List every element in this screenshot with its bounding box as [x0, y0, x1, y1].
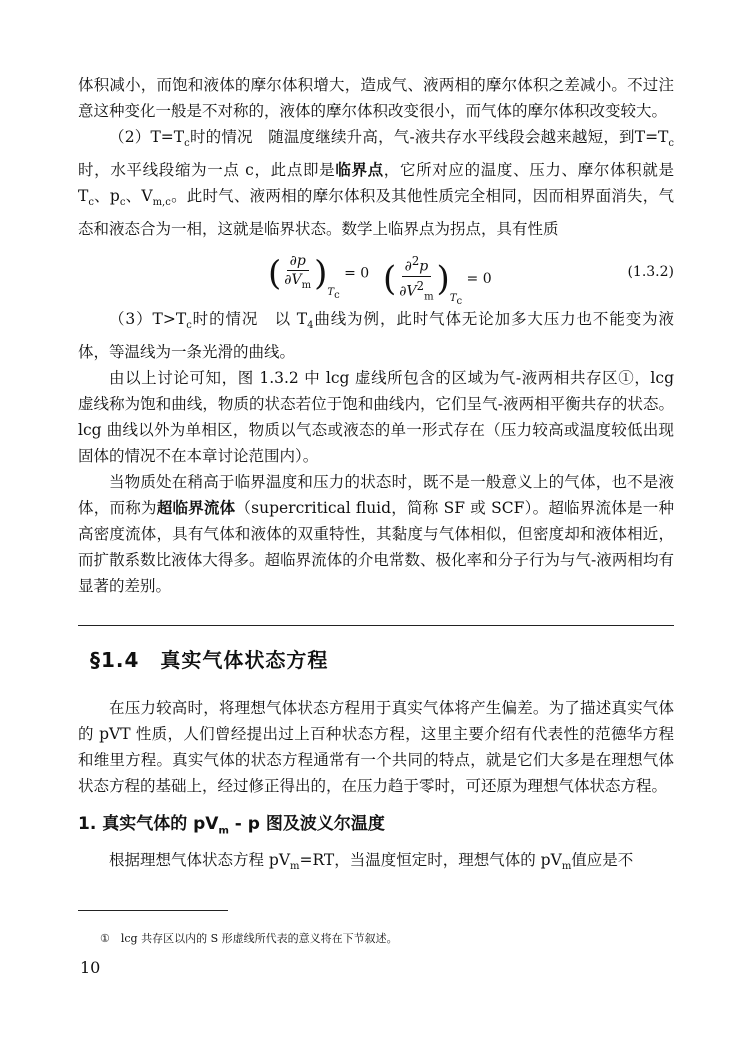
- paragraph-2: $(2)T=T_c$时的情况 随温度继续升高，气-液共存水平线段会越来越短，到$T=T_c$时，水平线段缩为一点 c，此点即是临界点，它所对应的温度、压力、摩尔体积就是 $T_c$、$p_c$、$V_{m,c}$。此时气、液两相的摩尔体积及其他性质完全相同，因而相界面消失，气态和液态合为一相，这就是临界状态。数学上临界点为拐点，具有性质: [78, 128, 675, 239]
- section-divider: [78, 625, 674, 626]
- equation-number: (1.3.2): [627, 264, 674, 281]
- equation-1-3-2: ( $\frac{\partial p}{\partial V_m}$ )$_{T_c} = 0$ ( $\frac{\partial^2p}{\partial V^2_m}$ )$_{T_c} = 0$ (1.3.2): [268, 253, 674, 308]
- page-number: 10: [80, 958, 101, 977]
- paragraph-5: 当物质处在稍高于临界温度和压力的状态时，既不是一般意义上的气体，也不是液体，而称为超临界流体（supercritical fluid，简称 SF 或 SCF）。超临界流体是一种高密度流体，具有气体和液体的双重特性，其黏度与气体相似，但密度却和液体相近，而扩散系数比液体大得多。超临界流体的介电常数、极化率和分子行为与气-液两相均有显著的差别。: [78, 473, 674, 596]
- page-body: [78, 72, 674, 880]
- paragraph-6: 在压力较高时，将理想气体状态方程用于真实气体将产生偏差。为了描述真实气体的 pVT 性质，人们曾经提出过上百种状态方程，这里主要介绍有代表性的范德华方程和维里方程。真实气体的状态方程通常有一个共同的特点，就是它们大多是在理想气体状态方程的基础上，经过修正得出的，在压力趋于零时，可还原为理想气体状态方程。: [78, 699, 674, 796]
- subsection-title: 1. 真实气体的 $pV_m$ - p 图及波义尔温度: [78, 814, 385, 837]
- paragraph-3: $(3)T>T_c$时的情况 以 $T_4$曲线为例，此时气体无论加多大压力也不能变为液体，等温线为一条光滑的曲线。: [78, 310, 674, 362]
- paragraph-4: 由以上讨论可知，图 1.3.2 中 lcg 虚线所包含的区域为气-液两相共存区①，lcg 虚线称为饱和曲线，物质的状态若位于饱和曲线内，它们呈气-液两相平衡共存的状态。lcg 曲线以外为单相区，物质以气态或液态的单一形式存在（压力较高或温度较低出现固体的情况不在本章讨论范围内）。: [78, 369, 674, 466]
- paragraph-1: 体积减小，而饱和液体的摩尔体积增大，造成气、液两相的摩尔体积之差减小。不过注意这种变化一般是不对称的，液体的摩尔体积改变很小，而气体的摩尔体积改变较大。: [78, 76, 674, 120]
- section-title: §1.4 真实气体状态方程: [90, 648, 329, 673]
- footnote-divider: [78, 910, 228, 911]
- paragraph-7: 根据理想气体状态方程 $pV_m=RT$，当温度恒定时，理想气体的 $pV_m$值应是不: [109, 850, 634, 872]
- footnote: ① lcg 共存区以内的 S 形虚线所代表的意义将在下节叙述。: [100, 932, 398, 945]
